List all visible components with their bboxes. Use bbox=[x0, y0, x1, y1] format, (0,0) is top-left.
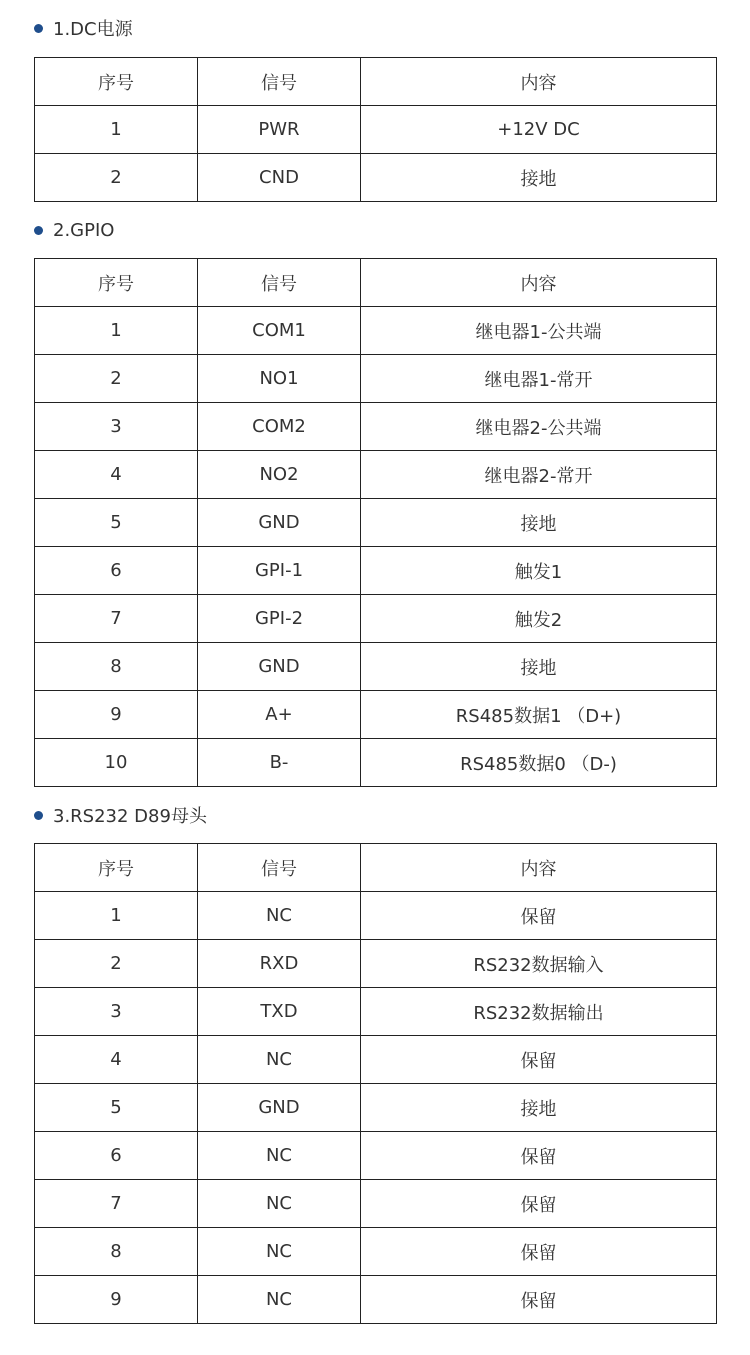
signal-cell: NC bbox=[198, 1276, 361, 1324]
content-cell: 接地 bbox=[361, 1084, 717, 1132]
pin-index-cell: 1 bbox=[35, 106, 198, 154]
content-cell: +12V DC bbox=[361, 106, 717, 154]
header-content: 内容 bbox=[361, 259, 717, 307]
signal-cell: GPI-2 bbox=[198, 595, 361, 643]
table-row bbox=[35, 643, 717, 691]
signal-cell: GND bbox=[198, 499, 361, 547]
header-index: 序号 bbox=[35, 259, 198, 307]
bullet-dot-icon bbox=[34, 811, 43, 820]
table-header-row bbox=[35, 259, 717, 307]
content-cell: 接地 bbox=[361, 499, 717, 547]
content-cell: 接地 bbox=[361, 154, 717, 202]
pin-index-cell: 8 bbox=[35, 1228, 198, 1276]
content-cell: 继电器1-常开 bbox=[361, 355, 717, 403]
content-cell: RS232数据输入 bbox=[361, 940, 717, 988]
content-cell: 触发2 bbox=[361, 595, 717, 643]
pin-index-cell: 6 bbox=[35, 547, 198, 595]
section-title-dc-power bbox=[34, 16, 133, 40]
content-cell: 继电器2-公共端 bbox=[361, 403, 717, 451]
signal-cell: CND bbox=[198, 154, 361, 202]
table-row bbox=[35, 940, 717, 988]
header-signal: 信号 bbox=[198, 844, 361, 892]
table-row bbox=[35, 1084, 717, 1132]
pin-index-cell: 1 bbox=[35, 892, 198, 940]
section-title-gpio bbox=[34, 218, 114, 242]
signal-cell: NC bbox=[198, 892, 361, 940]
table-row bbox=[35, 739, 717, 787]
header-signal: 信号 bbox=[198, 259, 361, 307]
signal-cell: COM1 bbox=[198, 307, 361, 355]
table-header-row bbox=[35, 844, 717, 892]
header-index: 序号 bbox=[35, 58, 198, 106]
signal-cell: A+ bbox=[198, 691, 361, 739]
content-cell: 保留 bbox=[361, 1228, 717, 1276]
table-row bbox=[35, 547, 717, 595]
header-content: 内容 bbox=[361, 58, 717, 106]
signal-cell: PWR bbox=[198, 106, 361, 154]
table-row bbox=[35, 988, 717, 1036]
content-cell: 保留 bbox=[361, 1276, 717, 1324]
signal-cell: B- bbox=[198, 739, 361, 787]
signal-cell: NO2 bbox=[198, 451, 361, 499]
signal-cell: RXD bbox=[198, 940, 361, 988]
content-cell: RS485数据1 （D+) bbox=[361, 691, 717, 739]
content-cell: 保留 bbox=[361, 1132, 717, 1180]
table-header-row bbox=[35, 58, 717, 106]
pin-index-cell: 5 bbox=[35, 1084, 198, 1132]
table-row bbox=[35, 307, 717, 355]
signal-cell: GND bbox=[198, 643, 361, 691]
table-row bbox=[35, 355, 717, 403]
pin-index-cell: 9 bbox=[35, 691, 198, 739]
table-row bbox=[35, 451, 717, 499]
signal-cell: NO1 bbox=[198, 355, 361, 403]
signal-cell: NC bbox=[198, 1228, 361, 1276]
table-row bbox=[35, 1036, 717, 1084]
pin-index-cell: 7 bbox=[35, 595, 198, 643]
signal-cell: NC bbox=[198, 1132, 361, 1180]
pin-index-cell: 6 bbox=[35, 1132, 198, 1180]
table-row bbox=[35, 595, 717, 643]
content-cell: 触发1 bbox=[361, 547, 717, 595]
signal-cell: NC bbox=[198, 1180, 361, 1228]
table-row bbox=[35, 1132, 717, 1180]
table-row bbox=[35, 1276, 717, 1324]
table-row bbox=[35, 1180, 717, 1228]
section-title-text: 1.DC电源 bbox=[53, 19, 133, 40]
pin-index-cell: 3 bbox=[35, 403, 198, 451]
content-cell: RS485数据0 （D-) bbox=[361, 739, 717, 787]
pin-index-cell: 9 bbox=[35, 1276, 198, 1324]
section-title-text: 2.GPIO bbox=[53, 219, 115, 241]
pin-index-cell: 1 bbox=[35, 307, 198, 355]
signal-cell: COM2 bbox=[198, 403, 361, 451]
pin-index-cell: 4 bbox=[35, 1036, 198, 1084]
content-cell: 继电器2-常开 bbox=[361, 451, 717, 499]
content-cell: 继电器1-公共端 bbox=[361, 307, 717, 355]
bullet-dot-icon bbox=[34, 226, 43, 235]
signal-cell: TXD bbox=[198, 988, 361, 1036]
table-row bbox=[35, 154, 717, 202]
pin-index-cell: 3 bbox=[35, 988, 198, 1036]
signal-cell: GPI-1 bbox=[198, 547, 361, 595]
signal-cell: GND bbox=[198, 1084, 361, 1132]
pin-index-cell: 2 bbox=[35, 154, 198, 202]
signal-cell: NC bbox=[198, 1036, 361, 1084]
pin-index-cell: 2 bbox=[35, 355, 198, 403]
content-cell: RS232数据输出 bbox=[361, 988, 717, 1036]
pin-index-cell: 10 bbox=[35, 739, 198, 787]
table-row bbox=[35, 106, 717, 154]
pin-index-cell: 4 bbox=[35, 451, 198, 499]
pin-index-cell: 2 bbox=[35, 940, 198, 988]
table-row bbox=[35, 892, 717, 940]
section-title-rs232 bbox=[34, 803, 207, 827]
table-row bbox=[35, 1228, 717, 1276]
table-dc-power bbox=[34, 57, 717, 202]
table-row bbox=[35, 691, 717, 739]
content-cell: 保留 bbox=[361, 1180, 717, 1228]
table-row bbox=[35, 403, 717, 451]
pin-index-cell: 7 bbox=[35, 1180, 198, 1228]
pin-index-cell: 8 bbox=[35, 643, 198, 691]
section-title-text: 3.RS232 D89母头 bbox=[53, 806, 207, 827]
header-signal: 信号 bbox=[198, 58, 361, 106]
content-cell: 接地 bbox=[361, 643, 717, 691]
header-index: 序号 bbox=[35, 844, 198, 892]
table-gpio bbox=[34, 258, 717, 787]
table-row bbox=[35, 499, 717, 547]
content-cell: 保留 bbox=[361, 1036, 717, 1084]
header-content: 内容 bbox=[361, 844, 717, 892]
pin-index-cell: 5 bbox=[35, 499, 198, 547]
content-cell: 保留 bbox=[361, 892, 717, 940]
bullet-dot-icon bbox=[34, 24, 43, 33]
table-rs232 bbox=[34, 843, 717, 1324]
